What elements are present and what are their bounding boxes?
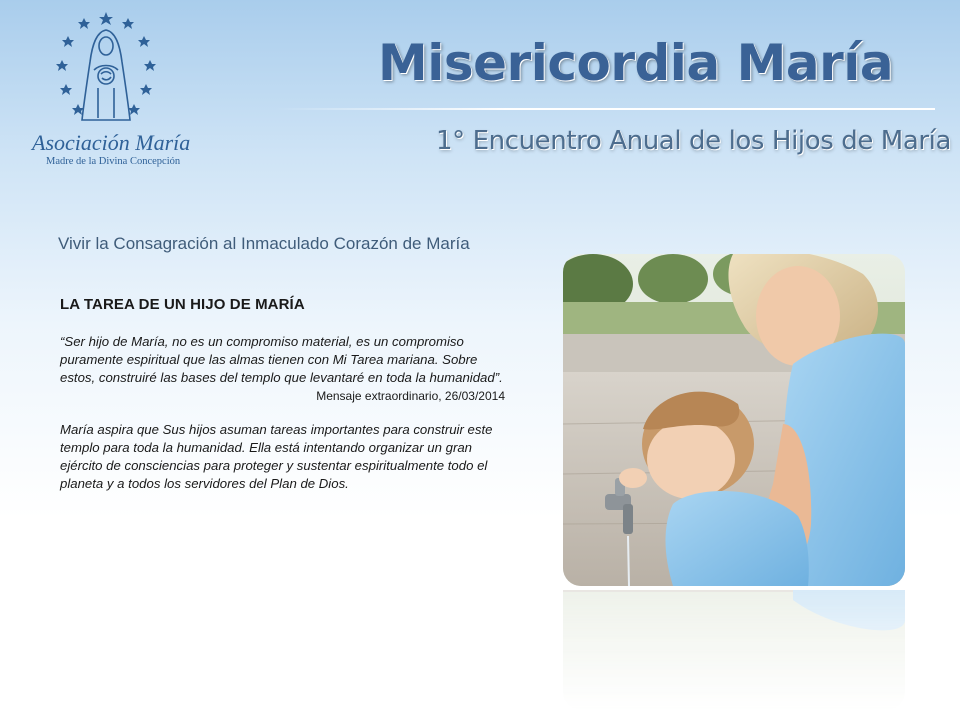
page-title: Misericordia María: [378, 34, 894, 92]
photo-reflection: [563, 590, 905, 710]
photo-reflection-image: [563, 590, 905, 710]
logo-name: Asociación María: [32, 130, 191, 155]
body-paragraph: María aspira que Sus hijos asuman tareas importantes para construir este templo para toda la humanidad. Ella está intentando organizar un gran ejército de consciencias para proteger y sustentar espiritualmente todo el planeta y a todos los servidores del Plan de Dios.: [60, 422, 493, 491]
title-divider: [275, 108, 935, 110]
task-title: LA TAREA DE UN HIJO DE MARÍA: [60, 296, 305, 313]
association-logo: [26, 10, 196, 170]
photo-image: [563, 254, 905, 586]
quote-text: “Ser hijo de María, no es un compromiso material, es un compromiso puramente espiritual que las almas tienen con Mi Tarea mariana. Sobre estos, construiré las bases del templo que levantaré en toda la humanidad”.: [60, 334, 503, 385]
text-content: [60, 296, 505, 493]
page-subtitle: 1° Encuentro Anual de los Hijos de María: [436, 126, 952, 156]
quote-source: Mensaje extraordinario, 26/03/2014: [316, 389, 505, 403]
section-heading: Vivir la Consagración al Inmaculado Corazón de María: [58, 234, 470, 253]
logo-subtitle: Madre de la Divina Concepción: [46, 156, 181, 167]
photo-woman-and-child-at-fountain: [563, 254, 905, 586]
virgin-mary-emblem-icon: [54, 10, 164, 128]
